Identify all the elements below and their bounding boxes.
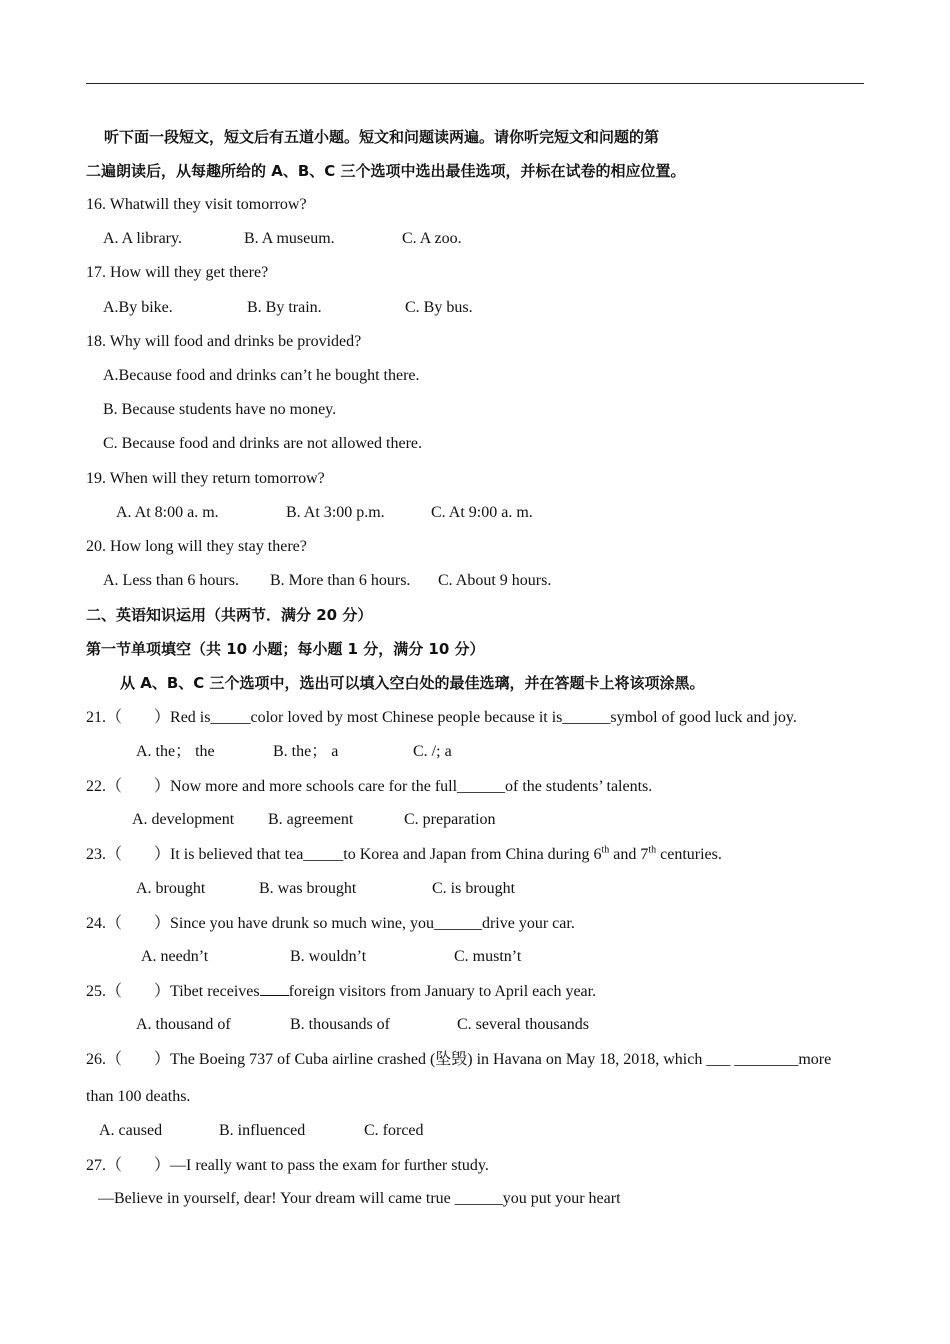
option-c[interactable]: C. several thousands	[457, 1016, 589, 1033]
option-a[interactable]: A.By bike.	[103, 299, 173, 316]
option-c[interactable]: C. About 9 hours.	[438, 572, 552, 589]
option-a[interactable]: A. needn’t	[141, 948, 209, 965]
question-27	[86, 1155, 489, 1176]
question-number: 27.	[86, 1157, 106, 1174]
option-c[interactable]: C. /; a	[413, 743, 452, 760]
option-a[interactable]: A. thousand of	[136, 1016, 231, 1033]
option-c[interactable]: C. By bus.	[405, 299, 473, 316]
answer-paren[interactable]: （ ）	[106, 776, 171, 795]
answer-paren[interactable]: （ ）	[106, 913, 171, 932]
question-number: 21.	[86, 709, 106, 726]
question-number: 24.	[86, 915, 106, 932]
question-stem: The Boeing 737 of Cuba airline crashed (坠毁) in Havana on May 18, 2018, which ___ ________more	[170, 1051, 832, 1068]
question-16: 16. Whatwill they visit tomorrow?	[86, 196, 307, 213]
option-b[interactable]: B. the； a	[273, 743, 339, 760]
listening-instruction-line1: 听下面一段短文，短文后有五道小题。短文和问题读两遍。请你听完短文和问题的第	[104, 128, 660, 146]
question-stem-middle: and 7	[609, 846, 649, 863]
question-23	[86, 844, 722, 865]
question-number: 25.	[86, 983, 106, 1000]
fill-blank[interactable]	[260, 981, 289, 996]
option-a[interactable]: A. brought	[136, 880, 206, 897]
question-17: 17. How will they get there?	[86, 264, 269, 281]
question-21	[86, 707, 797, 728]
answer-paren[interactable]: （ ）	[106, 981, 171, 1000]
answer-paren[interactable]: （ ）	[106, 707, 171, 726]
option-b[interactable]: B. By train.	[247, 299, 322, 316]
question-number: 22.	[86, 778, 106, 795]
answer-paren[interactable]: （ ）	[106, 1049, 171, 1068]
superscript-th: th	[601, 844, 610, 856]
section-2-title: 二、英语知识运用（共两节．满分 20 分）	[86, 606, 373, 624]
listening-instruction-line2: 二遍朗读后，从每趣所给的 A、B、C 三个选项中选出最佳选项，并标在试卷的相应位置。	[86, 162, 686, 180]
question-stem: Since you have drunk so much wine, you______drive your car.	[170, 915, 575, 932]
option-a[interactable]: A. A library.	[103, 230, 182, 247]
superscript-th: th	[648, 844, 657, 856]
option-c[interactable]: C. mustn’t	[454, 948, 522, 965]
option-b[interactable]: B. was brought	[259, 880, 357, 897]
option-a[interactable]: A. development	[132, 811, 235, 828]
question-stem-start: Tibet receives	[170, 983, 260, 1000]
question-stem: Now more and more schools care for the full______of the students’ talents.	[170, 778, 653, 795]
question-18: 18. Why will food and drinks be provided?	[86, 333, 362, 350]
header-rule	[86, 83, 864, 84]
option-b[interactable]: B. agreement	[268, 811, 354, 828]
question-stem-end: foreign visitors from January to April each year.	[288, 983, 597, 1000]
answer-paren[interactable]: （ ）	[106, 844, 171, 863]
option-a[interactable]: A. the； the	[136, 743, 215, 760]
question-24	[86, 913, 575, 934]
question-number: 26.	[86, 1051, 106, 1068]
question-26	[86, 1049, 831, 1070]
question-number: 23.	[86, 846, 106, 863]
option-b[interactable]: B. A museum.	[244, 230, 335, 247]
option-c[interactable]: C. preparation	[404, 811, 496, 828]
question-stem: Red is_____color loved by most Chinese people because it is______symbol of good luck and joy.	[170, 709, 797, 726]
option-a[interactable]: A. Less than 6 hours.	[103, 572, 239, 589]
option-b[interactable]: B. wouldn’t	[290, 948, 367, 965]
answer-paren[interactable]: （ ）	[106, 1155, 171, 1174]
section-2-part1-title: 第一节单项填空（共 10 小题；每小题 1 分，满分 10 分）	[86, 640, 485, 658]
option-c[interactable]: C. At 9:00 a. m.	[431, 504, 533, 521]
question-25	[86, 981, 596, 1002]
question-stem-start: It is believed that tea_____to Korea and Japan from China during 6	[170, 846, 602, 863]
option-c[interactable]: C. Because food and drinks are not allowed there.	[103, 435, 423, 452]
option-b[interactable]: B. More than 6 hours.	[270, 572, 411, 589]
option-c[interactable]: C. forced	[364, 1122, 424, 1139]
question-19: 19. When will they return tomorrow?	[86, 470, 325, 487]
option-a[interactable]: A.Because food and drinks can’t he bought there.	[103, 367, 420, 384]
section-2-instruction: 从 A、B、C 三个选项中，选出可以填入空白处的最佳选璃，并在答题卡上将该项涂黑。	[120, 674, 705, 692]
option-b[interactable]: B. thousands of	[290, 1016, 390, 1033]
question-stem-end: centuries.	[656, 846, 722, 863]
option-b[interactable]: B. At 3:00 p.m.	[286, 504, 385, 521]
question-22	[86, 776, 652, 797]
question-27-reply: —Believe in yourself, dear! Your dream will came true ______you put your heart	[98, 1190, 621, 1207]
question-stem: —I really want to pass the exam for further study.	[170, 1157, 489, 1174]
question-20: 20. How long will they stay there?	[86, 538, 307, 555]
question-26-continuation: than 100 deaths.	[86, 1088, 191, 1105]
option-b[interactable]: B. influenced	[219, 1122, 306, 1139]
option-a[interactable]: A. At 8:00 a. m.	[116, 504, 219, 521]
option-b[interactable]: B. Because students have no money.	[103, 401, 337, 418]
option-c[interactable]: C. A zoo.	[402, 230, 462, 247]
option-c[interactable]: C. is brought	[432, 880, 516, 897]
option-a[interactable]: A. caused	[99, 1122, 163, 1139]
